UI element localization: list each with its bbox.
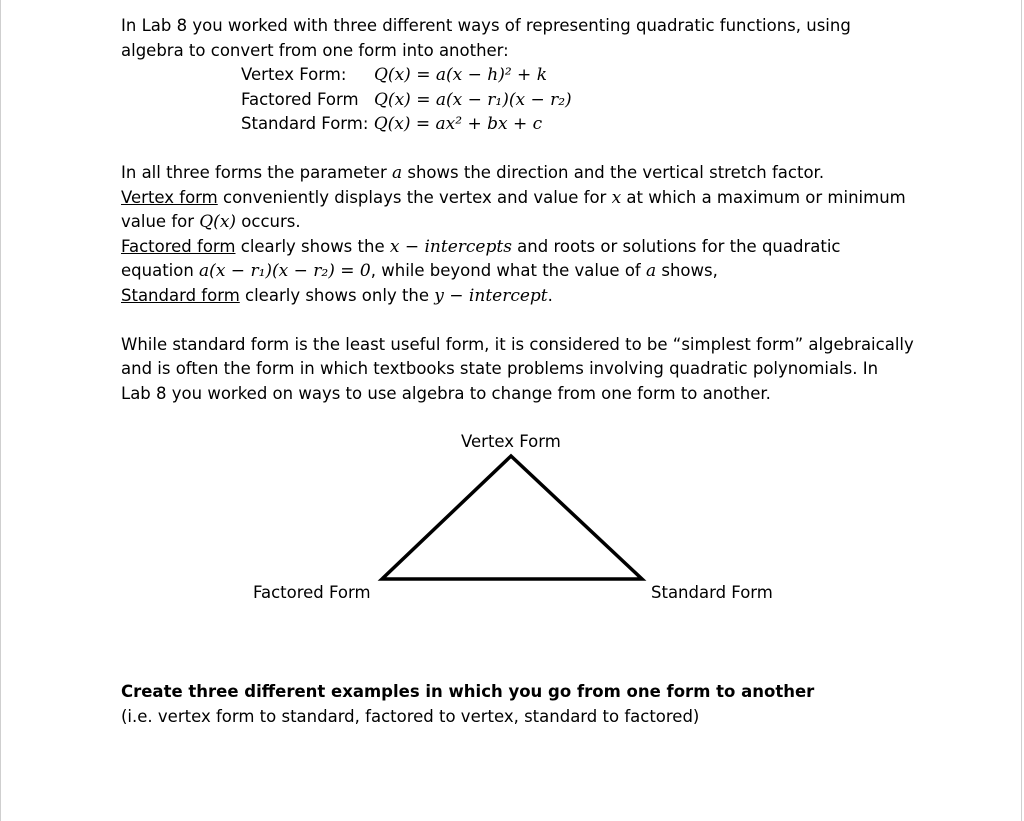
vertex-x-symbol: x: [611, 187, 622, 208]
triangle-shape: [382, 456, 642, 579]
standard-desc-text: clearly shows only the: [239, 285, 435, 305]
paragraph2-line-1: While standard form is the least useful form, it is considered to be “simplest form” algebraically: [121, 334, 914, 354]
factored-desc-text: clearly shows the: [235, 236, 390, 256]
parameter-a-symbol: a: [391, 163, 403, 183]
parameter-text: In all three forms the parameter: [121, 163, 392, 182]
factored-desc-text-5: shows,: [656, 261, 718, 280]
intro-line-2: algebra to convert from one form into another:: [121, 40, 509, 60]
vertex-form-equation: Q(x) = a(x − h)² + k: [374, 65, 547, 85]
vertex-desc-text: conveniently displays the vertex and value for: [217, 187, 612, 207]
standard-form-label: Standard Form:: [241, 114, 369, 133]
factored-x-intercepts: x − intercepts: [389, 236, 512, 257]
diagram-factored-label: Factored Form: [253, 583, 371, 602]
task-subtext: (i.e. vertex form to standard, factored to vertex, standard to factored): [121, 706, 700, 726]
factored-form-label: Factored Form: [241, 89, 359, 109]
vertex-desc-text-2: at which a maximum or minimum: [621, 187, 906, 207]
vertex-form-term: Vertex form: [121, 187, 218, 207]
vertex-desc-text-3: value for: [121, 212, 200, 231]
factored-desc-text-3: equation: [121, 261, 200, 280]
factored-equation: a(x − r₁)(x − r₂) = 0: [199, 261, 371, 281]
factored-desc-text-2: and roots or solutions for the quadratic: [511, 236, 841, 256]
standard-y-intercept: y − intercept: [434, 285, 548, 306]
standard-form-term: Standard form: [121, 285, 240, 305]
diagram-vertex-label: Vertex Form: [461, 432, 561, 451]
task-section: [121, 680, 921, 729]
factored-form-equation: Q(x) = a(x − r₁)(x − r₂): [374, 89, 572, 110]
task-heading: Create three different examples in which you go from one form to another: [121, 682, 815, 701]
parameter-text-end: shows the direction and the vertical stretch factor.: [402, 163, 825, 182]
factored-form-term: Factored form: [121, 236, 236, 256]
factored-desc-text-4: , while beyond what the value of: [370, 261, 646, 280]
vertex-desc-text-4: occurs.: [236, 212, 301, 231]
vertex-qx-symbol: Q(x): [199, 212, 237, 232]
paragraph2-line-3: Lab 8 you worked on ways to use algebra to change from one form to another.: [121, 383, 771, 403]
diagram-standard-label: Standard Form: [651, 583, 773, 602]
standard-desc-text-2: .: [547, 285, 553, 305]
factored-a-symbol: a: [645, 261, 657, 281]
intro-line-1: In Lab 8 you worked with three different ways of representing quadratic functions, using: [121, 16, 851, 35]
standard-form-equation: Q(x) = ax² + bx + c: [373, 114, 543, 134]
paragraph2-line-2: and is often the form in which textbooks state problems involving quadratic polynomials. In: [121, 359, 879, 378]
vertex-form-label: Vertex Form:: [241, 65, 347, 84]
